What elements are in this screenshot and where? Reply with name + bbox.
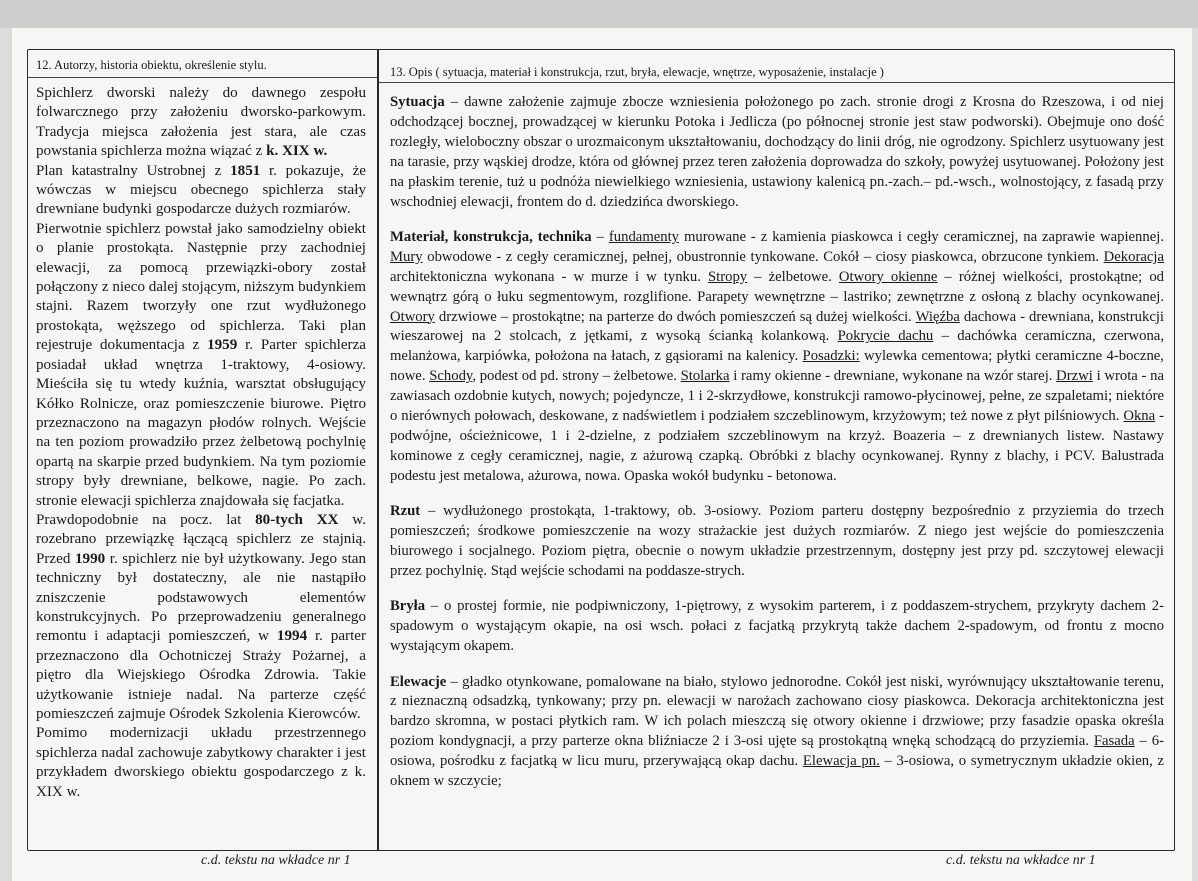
scan-top-band xyxy=(0,0,1198,28)
material-paragraph: Materiał, konstrukcja, technika – fundamenty murowane - z kamienia piaskowca i cegły ceramicznej, na zaprawie wapiennej. Mury obwodowe - z cegły ceramicznej, pełnej, obustronnie tynkowane. Cokół – ciosy piaskowca, obrzucone tynkiem. Dekoracja architektoniczna wykonana - w murze i w tynku. Stropy – żelbetowe. Otwory okienne – różnej wielkości, prostokątne; od wewnątrz górą o łuku segmentowym, rozglifione. Parapety wewnętrzne – lastriko; zewnętrzne z osłoną z blachy ocynkowanej. Otwory drzwiowe – prostokątne; na parterze do dwóch pomieszczeń są dużej wielkości. Więźba dachowa - drewniana, konstrukcji wieszarowej na 2 stolcach, z jętkami, z wysoką ścianką kolankową. Pokrycie dachu – dachówka ceramiczna, czerwona, melanżowa, karpiówka, położona na łatach, z gąsiorami na kalenicy. Posadzki: wylewka cementowa; płytki ceramiczne 4-boczne, nowe. Schody, podest od pd. strony – żelbetowe. Stolarka i ramy okienne - drewniane, wykonane na wzór starej. Drzwi i wrota - na zawiasach ozdobnie kutych, nowych; pojedyncze, 1 i 2-skrzydłowe, konstrukcji ramowo-płycinowej, pełne, ze szpaletami; niektóre o nierównych połowach, deskowane, z nadświetlem i podziałem szczeblinowym, krzyżowym; też nowe z płyt pilśniowych. Okna - podwójne, ościeżnicowe, 1 i 2-dzielne, z podziałem szczeblinowym na krzyż. Boazeria – z drewnianych listew. Nastawy kominowe z cegły ceramicznej, nagie, z ażurową czapką. Obróbki z blachy ocynkowanej. Rynny z blachy, i PCV. Balustrada podestu jest metalowa, ażurowa, nowa. Opaska wokół budynku - betonowa. xyxy=(390,228,1165,484)
description-heading: 13. Opis ( sytuacja, materiał i konstrukcja, rzut, bryła, elewacje, wnętrze, wyposażenie, instalacje ) xyxy=(390,65,884,79)
history-paragraph: Spichlerz dworski należy do dawnego zespołu folwarcznego przy założeniu dworsko-parkowym. Tradycja miejsca założenia jest stara, ale czas powstania spichlerza można wiązać z k. XIX w. xyxy=(36,85,366,160)
continuation-note-left: c.d. tekstu na wkładce nr 1 xyxy=(201,853,351,868)
history-paragraph: Prawdopodobnie na pocz. lat 80-tych XX w. rozebrano przewiązkę łączącą spichlerz ze stajnią. Przed 1990 r. spichlerz nie był użytkowany. Jego stan techniczny był dostateczny, ale nie nastąpiło zniszczenie podstawowych elementów konstrukcyjnych. Po przeprowadzeniu generalnego remontu i adaptacji pomieszczeń, w 1994 r. parter przeznaczono dla Ochotniczej Straży Pożarnej, a piętro dla Wiejskiego Ośrodka Zdrowia. Takie użytkowanie istnieje nadal. Na parterze część pomieszczeń zajmuje Ośrodek Szkolenia Kierowców. xyxy=(36,511,367,722)
rzut-paragraph: Rzut – wydłużonego prostokąta, 1-traktowy, ob. 3-osiowy. Poziom parteru dostępny bezpośrednio z przyziemia do trzech pomieszczeń; środkowe pomieszczenie na wozy strażackie jest dużych rozmiarów. Z niego jest wejście do pomieszczenia biurowego i socjalnego. Poziom piętra, obecnie o nowym układzie przestrzennym, dostępny jest przy pd. szczytowej elewacji przez pochylnię. Stąd wejście schodami na poddasze-strych. xyxy=(390,503,1164,579)
history-heading: 12. Autorzy, historia obiektu, określenie stylu. xyxy=(36,58,267,72)
history-column xyxy=(36,58,366,802)
sytuacja-paragraph: Sytuacja – dawne założenie zajmuje zbocze wzniesienia położonego po zach. stronie drogi z Krosna do Rzeszowa, i od niej odchodzącej bocznej, prowadzącej w kierunku Potoka i Jedlicza (po północnej stronie jest staw podworski). Obejmuje ono dość rozległy, wieloboczny obszar o urozmaiconym ukształtowaniu, dochodzący do linii dróg, nie ogrodzony. Spichlerz usytuowany jest na tarasie, przy wąskiej drodze, która od głównej przez teren założenia doprowadza do szkoły, powyżej usytuowanej. Położony jest na płaskim terenie, tuż u podnóża niewielkiego wzniesienia, ustawiony kalenicą pn.-zach.– pd.-wsch., wolnostojący, z fasadą przy wschodniej elewacji, frontem do d. dziedzińca dworskiego. xyxy=(390,94,1164,210)
history-paragraph: Pierwotnie spichlerz powstał jako samodzielny obiekt o planie prostokąta. Następnie przy zachodniej elewacji, za pomocą przewiązki-obory został połączony z nieco dalej stojącym, niższym budynkiem stajni. Razem tworzyły one rzut wydłużonego prostokąta, węższego od spichlerza. Taki plan rejestruje dokumentacja z 1959 r. Parter spichlerza posiadał układ wnętrza 1-traktowy, 4-osiowy. Mieściła się tu wtedy kuźnia, warsztat obsługujący Kółko Rolnicze, oraz pomieszczenie biurowe. Piętro przeznaczono na magazyn płodów rolnych. Wejście na ten poziom prowadziło przez żelbetową pochylnię opartą na skarpie przed budynkiem. Na tym poziomie stropy były drewniane, belkowe, nagie. Po zach. stronie elewacji spichlerza znajdowała się facjatka. xyxy=(36,220,366,509)
history-paragraph: Plan katastralny Ustrobnej z 1851 r. pokazuje, że wówczas w miejscu obecnego spichlerza stały drewniane budynki gospodarcze dużych rozmiarów. xyxy=(36,162,366,218)
elewacje-paragraph: Elewacje – gładko otynkowane, pomalowane na biało, stylowo jednorodne. Cokół jest niski, wyrównujący ukształtowanie terenu, z nieznaczną odsadzką, tynkowany; przy pn. elewacji w narożach zachowano ciosy piaskowca. Dekoracja architektoniczna jest bardzo skromna, w postaci płytkich ram. W ich polach mieszczą się otwory okienne i drzwiowe; przy fasadzie opaska określa poziom kondygnacji, a przy parterze okna bliźniacze 2 i 3-osi ujęte są prostokątną wnęką schodzącą do przyziemia. Fasada – 6-osiowa, pośrodku z facjatką w licu muru, przerywającą okap dachu. Elewacja pn. – 3-osiowa, o symetrycznym układzie okien, z oknem w szczycie; xyxy=(390,673,1164,790)
description-column xyxy=(390,65,1164,792)
bryla-paragraph: Bryła – o prostej formie, nie podpiwniczony, 1-piętrowy, z wysokim parterem, i z poddaszem-strychem, przykryty dachem 2-spadowym o wystającym okapie, na osi wsch. połaci z facjatką przykrytą także dachem 2-spadowym, od frontu z mocno wystającym okapem. xyxy=(390,598,1164,655)
continuation-note-right: c.d. tekstu na wkładce nr 1 xyxy=(946,853,1096,868)
form-frame xyxy=(27,49,1175,851)
column-divider xyxy=(377,50,379,850)
history-paragraph: Pomimo modernizacji układu przestrzennego spichlerza nadal zachowuje zabytkowy charakter i jest przykładem dworskiego obiektu gospodarczego z k. XIX w. xyxy=(36,725,366,800)
